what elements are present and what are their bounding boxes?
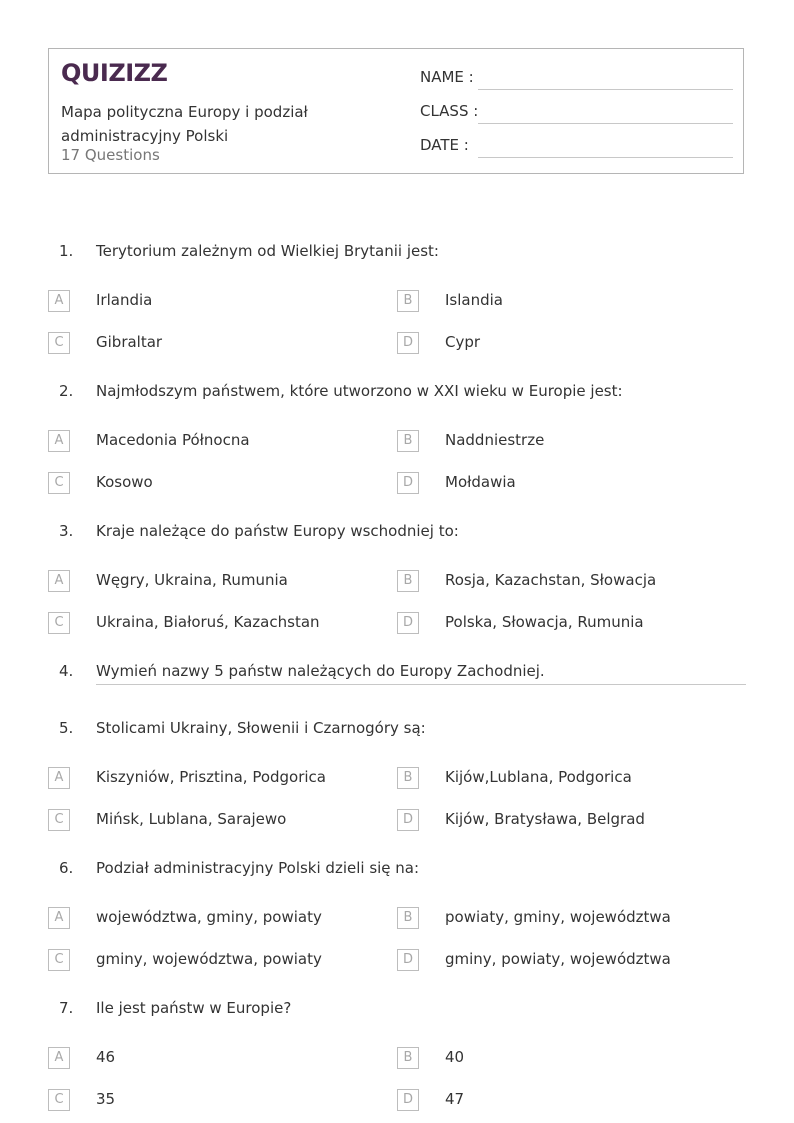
option-letter-box: C xyxy=(48,809,70,831)
question-number: 2. xyxy=(59,382,74,400)
option-text: powiaty, gminy, województwa xyxy=(445,908,671,926)
question-number: 3. xyxy=(59,522,74,540)
question-text: Stolicami Ukrainy, Słowenii i Czarnogóry są: xyxy=(96,719,426,737)
option-letter-box: B xyxy=(397,430,419,452)
option-text: Gibraltar xyxy=(96,333,163,351)
option-text: Kijów,Lublana, Podgorica xyxy=(445,768,632,786)
option-text: Kosowo xyxy=(96,473,153,491)
question-text: Ile jest państw w Europie? xyxy=(96,999,292,1017)
option-letter-box: A xyxy=(48,570,70,592)
option-text: Kijów, Bratysława, Belgrad xyxy=(445,810,645,828)
option-text: Islandia xyxy=(445,291,503,309)
question-number: 6. xyxy=(59,859,74,877)
option-text: 47 xyxy=(445,1090,465,1108)
question-text: Najmłodszym państwem, które utworzono w XXI wieku w Europie jest: xyxy=(96,382,623,400)
option-letter-box: D xyxy=(397,612,419,634)
option-text: 35 xyxy=(96,1090,116,1108)
option-text: Kiszyniów, Prisztina, Podgorica xyxy=(96,768,326,786)
option-letter-box: D xyxy=(397,1089,419,1111)
option-text: 40 xyxy=(445,1048,465,1066)
quizizz-logo: QUIZIZZ xyxy=(61,59,168,87)
option-text: Cypr xyxy=(445,333,481,351)
question-number: 5. xyxy=(59,719,74,737)
answer-line xyxy=(96,684,746,685)
option-letter-box: D xyxy=(397,472,419,494)
class-label: CLASS : xyxy=(420,102,479,120)
question-text: Wymień nazwy 5 państw należących do Europy Zachodniej. xyxy=(96,662,545,680)
date-line xyxy=(478,157,733,158)
option-letter-box: B xyxy=(397,290,419,312)
class-line xyxy=(478,123,733,124)
option-text: Macedonia Północna xyxy=(96,431,250,449)
option-letter-box: A xyxy=(48,907,70,929)
option-letter-box: B xyxy=(397,1047,419,1069)
worksheet-header xyxy=(48,48,744,174)
option-text: 46 xyxy=(96,1048,116,1066)
question-text: Terytorium zależnym od Wielkiej Brytanii jest: xyxy=(96,242,439,260)
name-label: NAME : xyxy=(420,68,474,86)
question-text: Kraje należące do państw Europy wschodniej to: xyxy=(96,522,459,540)
option-text: Mołdawia xyxy=(445,473,516,491)
option-text: Rosja, Kazachstan, Słowacja xyxy=(445,571,657,589)
option-letter-box: D xyxy=(397,809,419,831)
option-letter-box: C xyxy=(48,332,70,354)
option-letter-box: C xyxy=(48,1089,70,1111)
worksheet-title: Mapa polityczna Europy i podział administracyjny Polski xyxy=(61,103,308,145)
question-text: Podział administracyjny Polski dzieli się na: xyxy=(96,859,420,877)
option-letter-box: A xyxy=(48,290,70,312)
option-letter-box: A xyxy=(48,1047,70,1069)
option-text: województwa, gminy, powiaty xyxy=(96,908,322,926)
option-letter-box: A xyxy=(48,430,70,452)
option-text: Irlandia xyxy=(96,291,153,309)
option-letter-box: A xyxy=(48,767,70,789)
option-letter-box: B xyxy=(397,907,419,929)
option-text: gminy, województwa, powiaty xyxy=(96,950,322,968)
question-number: 1. xyxy=(59,242,74,260)
name-line xyxy=(478,89,733,90)
option-letter-box: C xyxy=(48,472,70,494)
option-text: Ukraina, Białoruś, Kazachstan xyxy=(96,613,320,631)
option-text: Naddniestrze xyxy=(445,431,545,449)
option-text: Węgry, Ukraina, Rumunia xyxy=(96,571,288,589)
option-letter-box: B xyxy=(397,570,419,592)
option-text: Mińsk, Lublana, Sarajewo xyxy=(96,810,287,828)
option-letter-box: D xyxy=(397,332,419,354)
option-letter-box: C xyxy=(48,612,70,634)
option-text: Polska, Słowacja, Rumunia xyxy=(445,613,644,631)
question-count: 17 Questions xyxy=(61,146,160,164)
option-text: gminy, powiaty, województwa xyxy=(445,950,671,968)
question-number: 7. xyxy=(59,999,74,1017)
option-letter-box: C xyxy=(48,949,70,971)
question-number: 4. xyxy=(59,662,74,680)
option-letter-box: D xyxy=(397,949,419,971)
option-letter-box: B xyxy=(397,767,419,789)
date-label: DATE : xyxy=(420,136,469,154)
